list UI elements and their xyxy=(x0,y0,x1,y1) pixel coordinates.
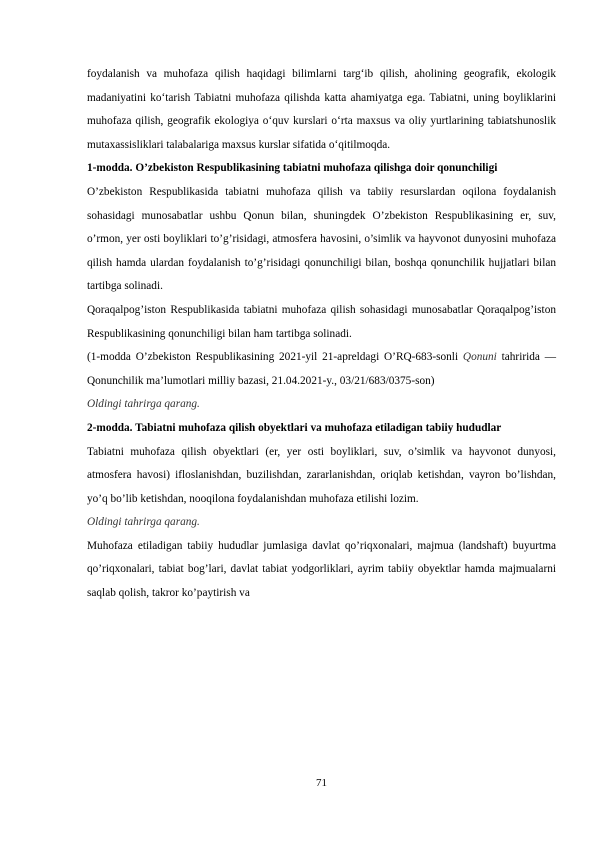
article-1-paragraph: O’zbekiston Respublikasida tabiatni muhofaza qilish va tabiiy resurslardan oqilona foydalanish sohasidagi munosabatlar ushbu Qonun bilan, shuningdek O’zbekiston Respublikasining er, suv, o’rmon, yer osti boyliklari to’g’risidagi, atmosfera havosini, o’simlik va hayvonot dunyosini muhofaza qilish hamda ulardan foydalanish to’g’risidagi qonunchiligi bilan, boshqa qonunchilik hujjatlari bilan tartibga solinadi. xyxy=(87,185,556,293)
article-2-heading: 2-modda. Tabiatni muhofaza qilish obyektlari va muhofaza etiladigan tabiiy hududlar xyxy=(87,421,502,434)
protected-areas-paragraph: Muhofaza etiladigan tabiiy hududlar jumlasiga davlat qo’riqxonalari, majmua (landshaft) buyurtma qo’riqxonalari, tabiat bog’lari, davlat tabiat yodgorliklari, ayrim tabiiy obyektlar hamda majmualarni saqlab qolish, takror ko’paytirish va xyxy=(87,539,556,600)
article-2-paragraph: Tabiatni muhofaza qilish obyektlari (er, yer osti boyliklari, suv, o’simlik va hayvonot dunyosi, atmosfera havosi) ifloslanishdan, buzilishdan, zararlanishdan, oriqlab ketishdan, vayron bo’lishdan, yo’q bo’lib ketishdan, nooqilona foydalanishdan muhofaza etilishi lozim. xyxy=(87,445,556,505)
amendment-text-before: (1-modda O’zbekiston Respublikasining 2021-yil 21-apreldagi O’RQ-683-sonli xyxy=(87,351,463,364)
law-link[interactable]: Qonuni xyxy=(462,351,497,364)
amendment-reference xyxy=(87,346,556,393)
article-1-heading: 1-modda. O’zbekiston Respublikasining tabiatni muhofaza qilishga doir qonunchiligi xyxy=(87,162,498,175)
amendment-text-after: tahririda — Qonunchilik ma’lumotlari milliy bazasi, 21.04.2021-y., 03/21/683/0375-son) xyxy=(87,351,557,387)
document-body xyxy=(87,63,556,606)
karakalpakstan-paragraph: Qoraqalpog’iston Respublikasida tabiatni muhofaza qilish sohasidagi munosabatlar Qoraqalpog’iston Respublikasining qonunchiligi bilan ham tartibga solinadi. xyxy=(87,303,556,340)
previous-edition-link-1[interactable]: Oldingi tahrirga qarang. xyxy=(87,398,200,411)
page-number: 71 xyxy=(316,777,327,789)
previous-edition-link-2[interactable]: Oldingi tahrirga qarang. xyxy=(87,516,200,529)
intro-paragraph: foydalanish va muhofaza qilish haqidagi bilimlarni targ‘ib qilish, aholining geografik, ekologik madaniyatini ko‘tarish Tabiatni muhofaza qilishda katta ahamiyatga ega. Tabiatni, uning boyliklarini muhofaza qilish, geografik ekologiya o‘quv kurslari o‘rta maxsus va oliy yurtlarining tabiatshunoslik mutaxassisliklari talabalariga maxsus kurslar sifatida o‘qitilmoqda. xyxy=(87,68,556,151)
